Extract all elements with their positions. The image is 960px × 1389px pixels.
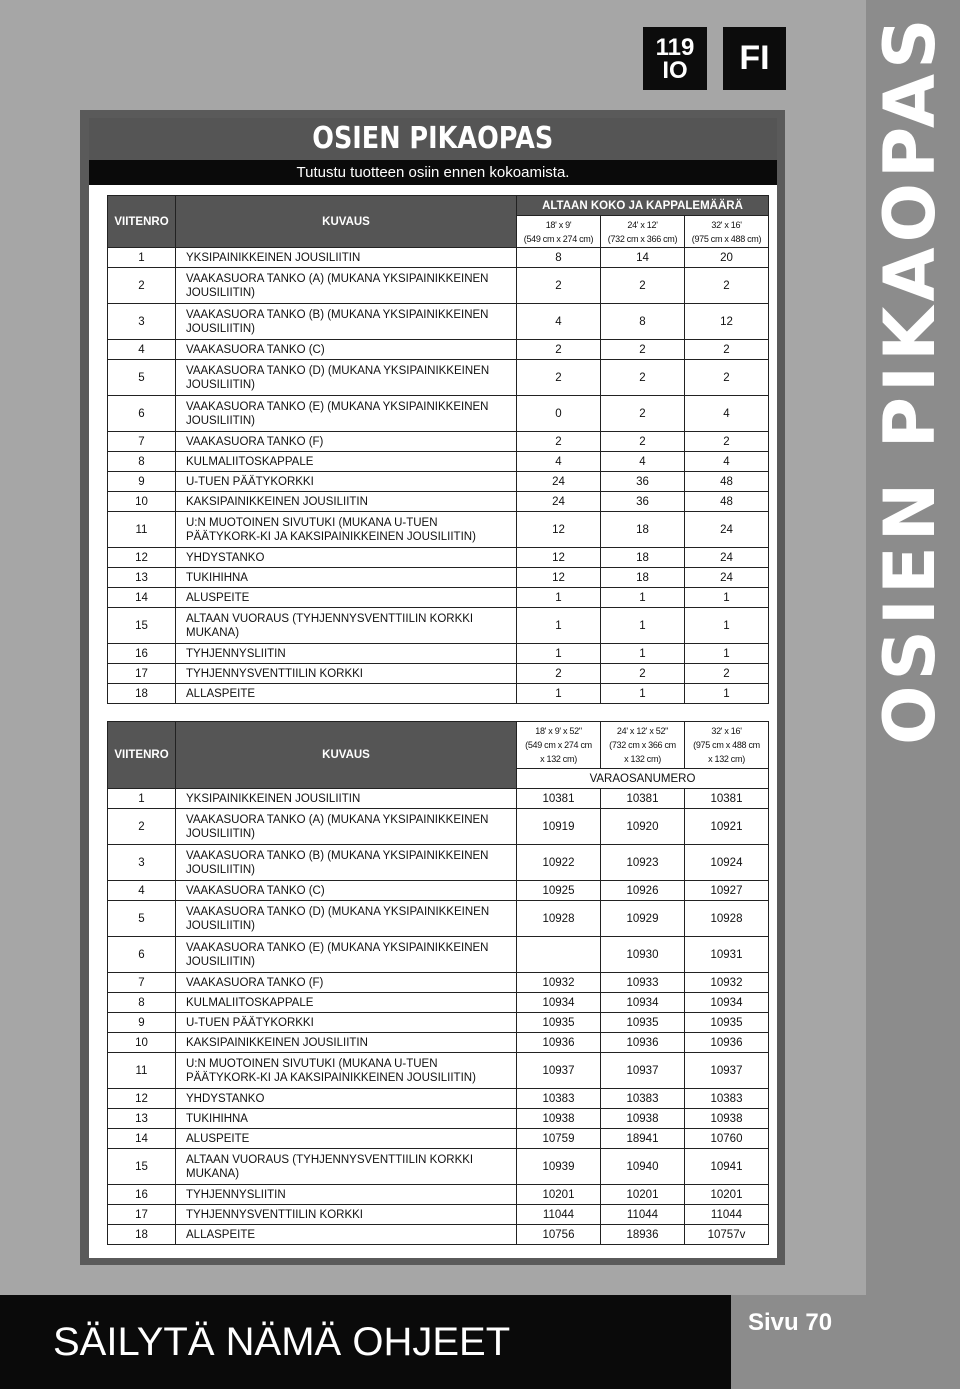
description-cell: YHDYSTANKO	[176, 548, 517, 568]
value-cell: 10935	[685, 1013, 769, 1033]
value-cell: 1	[685, 588, 769, 608]
value-cell: 10937	[685, 1053, 769, 1089]
value-cell: 12	[685, 304, 769, 340]
value-cell: 10927	[685, 881, 769, 901]
column-header-ref: VIITENRO	[108, 722, 176, 789]
language-badge: FI	[723, 27, 786, 90]
ref-number-cell: 17	[108, 1205, 176, 1225]
ref-number-cell: 13	[108, 1109, 176, 1129]
footer-banner	[0, 1295, 731, 1389]
value-cell: 2	[517, 340, 601, 360]
value-cell: 1	[685, 684, 769, 704]
quantity-table	[107, 195, 769, 704]
value-cell: 10940	[601, 1149, 685, 1185]
column-header-size	[685, 216, 769, 248]
value-cell: 10928	[517, 901, 601, 937]
size-label-line: 24' x 12' x 52"	[616, 726, 669, 736]
table-row	[108, 548, 769, 568]
value-cell: 10931	[685, 937, 769, 973]
value-cell: 18936	[601, 1225, 685, 1245]
table-row	[108, 1185, 769, 1205]
value-cell: 8	[517, 248, 601, 268]
description-cell: TUKIHIHNA	[176, 568, 517, 588]
value-cell: 1	[517, 644, 601, 664]
table-row	[108, 568, 769, 588]
value-cell: 1	[685, 644, 769, 664]
ref-number-cell: 17	[108, 664, 176, 684]
value-cell: 1	[601, 588, 685, 608]
description-cell: KULMALIITOSKAPPALE	[176, 452, 517, 472]
value-cell: 2	[517, 268, 601, 304]
description-cell: U:N MUOTOINEN SIVUTUKI (MUKANA U-TUEN PÄÄTYKORK-KI JA KAKSIPAINIKKEINEN JOUSILIITIN)	[176, 1053, 517, 1089]
value-cell: 2	[685, 664, 769, 684]
value-cell: 11044	[601, 1205, 685, 1225]
value-cell: 10936	[517, 1033, 601, 1053]
value-cell: 24	[685, 512, 769, 548]
ref-number-cell: 6	[108, 937, 176, 973]
size-label-line: x 132 cm)	[540, 754, 577, 764]
table-row	[108, 1089, 769, 1109]
value-cell: 2	[685, 268, 769, 304]
value-cell: 10924	[685, 845, 769, 881]
description-cell: VAAKASUORA TANKO (E) (MUKANA YKSIPAINIKKEINEN JOUSILIITIN)	[176, 937, 517, 973]
value-cell: 10937	[601, 1053, 685, 1089]
value-cell: 2	[601, 664, 685, 684]
value-cell: 10938	[601, 1109, 685, 1129]
value-cell: 10932	[685, 973, 769, 993]
description-cell: VAAKASUORA TANKO (A) (MUKANA YKSIPAINIKKEINEN JOUSILIITIN)	[176, 268, 517, 304]
ref-number-cell: 7	[108, 973, 176, 993]
logo-line-1: 119	[655, 33, 695, 61]
table-row	[108, 472, 769, 492]
value-cell: 4	[601, 452, 685, 472]
value-cell: 10928	[685, 901, 769, 937]
value-cell: 10383	[517, 1089, 601, 1109]
value-cell: 2	[685, 360, 769, 396]
table-row	[108, 1129, 769, 1149]
value-cell: 48	[685, 472, 769, 492]
value-cell: 2	[601, 340, 685, 360]
quantity-table-body	[108, 196, 769, 704]
value-cell: 10936	[685, 1033, 769, 1053]
description-cell: VAAKASUORA TANKO (B) (MUKANA YKSIPAINIKKEINEN JOUSILIITIN)	[176, 304, 517, 340]
ref-number-cell: 12	[108, 1089, 176, 1109]
ref-number-cell: 1	[108, 248, 176, 268]
value-cell: 12	[517, 568, 601, 588]
value-cell: 10921	[685, 809, 769, 845]
table-row	[108, 845, 769, 881]
value-cell: 10381	[601, 789, 685, 809]
ref-number-cell: 4	[108, 881, 176, 901]
size-label-line: 32' x 16'	[711, 726, 742, 736]
value-cell: 48	[685, 492, 769, 512]
description-cell: TYHJENNYSVENTTIILIN KORKKI	[176, 1205, 517, 1225]
value-cell: 1	[601, 608, 685, 644]
description-cell: KAKSIPAINIKKEINEN JOUSILIITIN	[176, 492, 517, 512]
table-row	[108, 1033, 769, 1053]
table-row	[108, 512, 769, 548]
description-cell: U-TUEN PÄÄTYKORKKI	[176, 472, 517, 492]
part-number-table-body	[108, 722, 769, 1245]
size-label-line: (732 cm x 366 cm	[609, 740, 676, 750]
ref-number-cell: 1	[108, 789, 176, 809]
value-cell: 0	[517, 396, 601, 432]
table-header-row	[108, 722, 769, 769]
value-cell: 1	[517, 684, 601, 704]
value-cell: 10381	[517, 789, 601, 809]
value-cell: 24	[685, 568, 769, 588]
description-cell: ALLASPEITE	[176, 684, 517, 704]
value-cell: 18	[601, 512, 685, 548]
ref-number-cell: 13	[108, 568, 176, 588]
value-cell: 10935	[517, 1013, 601, 1033]
description-cell: ALLASPEITE	[176, 1225, 517, 1245]
column-header-size	[685, 722, 769, 769]
table-row	[108, 684, 769, 704]
size-label-line: (549 cm x 274 cm)	[523, 233, 594, 244]
value-cell: 12	[517, 512, 601, 548]
description-cell: VAAKASUORA TANKO (C)	[176, 881, 517, 901]
column-header-size	[517, 722, 601, 769]
value-cell: 8	[601, 304, 685, 340]
value-cell: 2	[601, 268, 685, 304]
ref-number-cell: 3	[108, 304, 176, 340]
value-cell: 20	[685, 248, 769, 268]
description-cell: YHDYSTANKO	[176, 1089, 517, 1109]
size-label-line: x 132 cm)	[624, 754, 661, 764]
value-cell: 18941	[601, 1129, 685, 1149]
value-cell: 1	[685, 608, 769, 644]
value-cell: 10922	[517, 845, 601, 881]
footer-text: SÄILYTÄ NÄMÄ OHJEET	[53, 1320, 511, 1364]
table-header-row	[108, 196, 769, 216]
value-cell: 2	[685, 432, 769, 452]
footer-page-box	[731, 1295, 960, 1389]
value-cell: 10926	[601, 881, 685, 901]
description-cell: U-TUEN PÄÄTYKORKKI	[176, 1013, 517, 1033]
value-cell: 24	[517, 492, 601, 512]
value-cell: 10930	[601, 937, 685, 973]
table-row	[108, 1149, 769, 1185]
value-cell: 1	[517, 608, 601, 644]
value-cell: 10920	[601, 809, 685, 845]
value-cell: 10932	[517, 973, 601, 993]
ref-number-cell: 7	[108, 432, 176, 452]
ref-number-cell: 15	[108, 608, 176, 644]
ref-number-cell: 10	[108, 492, 176, 512]
value-cell: 10934	[685, 993, 769, 1013]
column-header-desc: KUVAUS	[176, 196, 517, 248]
value-cell: 10941	[685, 1149, 769, 1185]
ref-number-cell: 8	[108, 993, 176, 1013]
value-cell: 36	[601, 492, 685, 512]
value-cell: 4	[517, 452, 601, 472]
table-row	[108, 789, 769, 809]
ref-number-cell: 5	[108, 901, 176, 937]
ref-number-cell: 5	[108, 360, 176, 396]
ref-number-cell: 2	[108, 809, 176, 845]
value-cell: 2	[601, 360, 685, 396]
table-row	[108, 664, 769, 684]
page-title	[89, 118, 777, 160]
value-cell: 10383	[685, 1089, 769, 1109]
value-cell: 10925	[517, 881, 601, 901]
description-cell: KULMALIITOSKAPPALE	[176, 993, 517, 1013]
table-row	[108, 268, 769, 304]
table-row	[108, 608, 769, 644]
value-cell: 1	[601, 644, 685, 664]
description-cell: ALTAAN VUORAUS (TYHJENNYSVENTTIILIN KORKKI MUKANA)	[176, 608, 517, 644]
value-cell: 10756	[517, 1225, 601, 1245]
description-cell: VAAKASUORA TANKO (C)	[176, 340, 517, 360]
value-cell: 4	[685, 396, 769, 432]
ref-number-cell: 4	[108, 340, 176, 360]
column-header-group: ALTAAN KOKO JA KAPPALEMÄÄRÄ	[517, 196, 769, 216]
value-cell: 10201	[685, 1185, 769, 1205]
size-label-line: (549 cm x 274 cm	[525, 740, 592, 750]
ref-number-cell: 15	[108, 1149, 176, 1185]
description-cell: VAAKASUORA TANKO (F)	[176, 973, 517, 993]
ref-number-cell: 12	[108, 548, 176, 568]
table-row	[108, 901, 769, 937]
table-row	[108, 452, 769, 472]
value-cell: 2	[517, 360, 601, 396]
table-row	[108, 588, 769, 608]
table-row	[108, 492, 769, 512]
page-title-text: OSIEN PIKAOPAS	[312, 121, 554, 156]
ref-number-cell: 2	[108, 268, 176, 304]
table-row	[108, 1053, 769, 1089]
description-cell: VAAKASUORA TANKO (D) (MUKANA YKSIPAINIKKEINEN JOUSILIITIN)	[176, 360, 517, 396]
value-cell: 10934	[517, 993, 601, 1013]
part-number-table	[107, 721, 769, 1245]
ref-number-cell: 14	[108, 1129, 176, 1149]
size-label-line: 18' x 9' x 52"	[535, 726, 582, 736]
value-cell: 10759	[517, 1129, 601, 1149]
table-row	[108, 937, 769, 973]
description-cell: TYHJENNYSLIITIN	[176, 644, 517, 664]
ref-number-cell: 16	[108, 644, 176, 664]
ref-number-cell: 8	[108, 452, 176, 472]
value-cell: 10760	[685, 1129, 769, 1149]
logo-line-2: IO	[662, 56, 688, 84]
value-cell: 2	[517, 664, 601, 684]
description-cell: TYHJENNYSVENTTIILIN KORKKI	[176, 664, 517, 684]
table-row	[108, 644, 769, 664]
description-cell: ALUSPEITE	[176, 588, 517, 608]
value-cell: 10383	[601, 1089, 685, 1109]
value-cell: 18	[601, 568, 685, 588]
column-header-size	[517, 216, 601, 248]
ref-number-cell: 18	[108, 684, 176, 704]
size-label-line: (975 cm x 488 cm	[693, 740, 760, 750]
ref-number-cell: 9	[108, 1013, 176, 1033]
value-cell: 18	[601, 548, 685, 568]
value-cell: 10937	[517, 1053, 601, 1089]
value-cell: 1	[601, 684, 685, 704]
description-cell: TYHJENNYSLIITIN	[176, 1185, 517, 1205]
value-cell: 10381	[685, 789, 769, 809]
size-label-line: 18' x 9'	[545, 219, 572, 230]
ref-number-cell: 9	[108, 472, 176, 492]
description-cell: YKSIPAINIKKEINEN JOUSILIITIN	[176, 789, 517, 809]
column-header-group: VARAOSANUMERO	[517, 769, 769, 789]
product-logo	[643, 27, 707, 90]
value-cell: 10757v	[685, 1225, 769, 1245]
ref-number-cell: 14	[108, 588, 176, 608]
size-label-line: (732 cm x 366 cm)	[607, 233, 678, 244]
value-cell: 10935	[601, 1013, 685, 1033]
size-label-line: (975 cm x 488 cm)	[691, 233, 762, 244]
description-cell: ALUSPEITE	[176, 1129, 517, 1149]
value-cell: 36	[601, 472, 685, 492]
value-cell: 4	[517, 304, 601, 340]
table-row	[108, 304, 769, 340]
table-row	[108, 1205, 769, 1225]
table-row	[108, 1109, 769, 1129]
ref-number-cell: 10	[108, 1033, 176, 1053]
value-cell: 10929	[601, 901, 685, 937]
page-subtitle: Tutustu tuotteen osiin ennen kokoamista.	[89, 160, 777, 185]
ref-number-cell: 18	[108, 1225, 176, 1245]
column-header-desc: KUVAUS	[176, 722, 517, 789]
ref-number-cell: 3	[108, 845, 176, 881]
value-cell	[517, 937, 601, 973]
description-cell: VAAKASUORA TANKO (D) (MUKANA YKSIPAINIKKEINEN JOUSILIITIN)	[176, 901, 517, 937]
value-cell: 1	[517, 588, 601, 608]
value-cell: 4	[685, 452, 769, 472]
value-cell: 2	[685, 340, 769, 360]
value-cell: 10201	[517, 1185, 601, 1205]
column-header-size	[601, 216, 685, 248]
description-cell: U:N MUOTOINEN SIVUTUKI (MUKANA U-TUEN PÄÄTYKORK-KI JA KAKSIPAINIKKEINEN JOUSILIITIN)	[176, 512, 517, 548]
value-cell: 11044	[685, 1205, 769, 1225]
column-header-ref: VIITENRO	[108, 196, 176, 248]
value-cell: 10938	[685, 1109, 769, 1129]
description-cell: VAAKASUORA TANKO (A) (MUKANA YKSIPAINIKKEINEN JOUSILIITIN)	[176, 809, 517, 845]
table-row	[108, 1013, 769, 1033]
value-cell: 10919	[517, 809, 601, 845]
value-cell: 24	[685, 548, 769, 568]
column-header-size	[601, 722, 685, 769]
sidebar-title: OSIEN PIKAOPAS	[869, 13, 951, 745]
table-row	[108, 360, 769, 396]
description-cell: KAKSIPAINIKKEINEN JOUSILIITIN	[176, 1033, 517, 1053]
value-cell: 24	[517, 472, 601, 492]
description-cell: TUKIHIHNA	[176, 1109, 517, 1129]
description-cell: VAAKASUORA TANKO (E) (MUKANA YKSIPAINIKKEINEN JOUSILIITIN)	[176, 396, 517, 432]
size-label-line: 24' x 12'	[627, 219, 658, 230]
size-label-line: x 132 cm)	[708, 754, 745, 764]
table-row	[108, 881, 769, 901]
ref-number-cell: 6	[108, 396, 176, 432]
value-cell: 10939	[517, 1149, 601, 1185]
value-cell: 10201	[601, 1185, 685, 1205]
table-row	[108, 1225, 769, 1245]
ref-number-cell: 11	[108, 512, 176, 548]
table-row	[108, 396, 769, 432]
description-cell: VAAKASUORA TANKO (F)	[176, 432, 517, 452]
table-row	[108, 809, 769, 845]
value-cell: 2	[601, 432, 685, 452]
value-cell: 14	[601, 248, 685, 268]
description-cell: VAAKASUORA TANKO (B) (MUKANA YKSIPAINIKKEINEN JOUSILIITIN)	[176, 845, 517, 881]
page-number: Sivu 70	[748, 1309, 833, 1336]
value-cell: 10933	[601, 973, 685, 993]
value-cell: 10934	[601, 993, 685, 1013]
size-label-line: 32' x 16'	[711, 219, 742, 230]
value-cell: 11044	[517, 1205, 601, 1225]
value-cell: 10923	[601, 845, 685, 881]
value-cell: 10936	[601, 1033, 685, 1053]
description-cell: ALTAAN VUORAUS (TYHJENNYSVENTTIILIN KORKKI MUKANA)	[176, 1149, 517, 1185]
description-cell: YKSIPAINIKKEINEN JOUSILIITIN	[176, 248, 517, 268]
table-row	[108, 248, 769, 268]
ref-number-cell: 16	[108, 1185, 176, 1205]
table-row	[108, 993, 769, 1013]
value-cell: 2	[601, 396, 685, 432]
table-row	[108, 432, 769, 452]
ref-number-cell: 11	[108, 1053, 176, 1089]
table-row	[108, 973, 769, 993]
table-row	[108, 340, 769, 360]
value-cell: 12	[517, 548, 601, 568]
value-cell: 10938	[517, 1109, 601, 1129]
value-cell: 2	[517, 432, 601, 452]
